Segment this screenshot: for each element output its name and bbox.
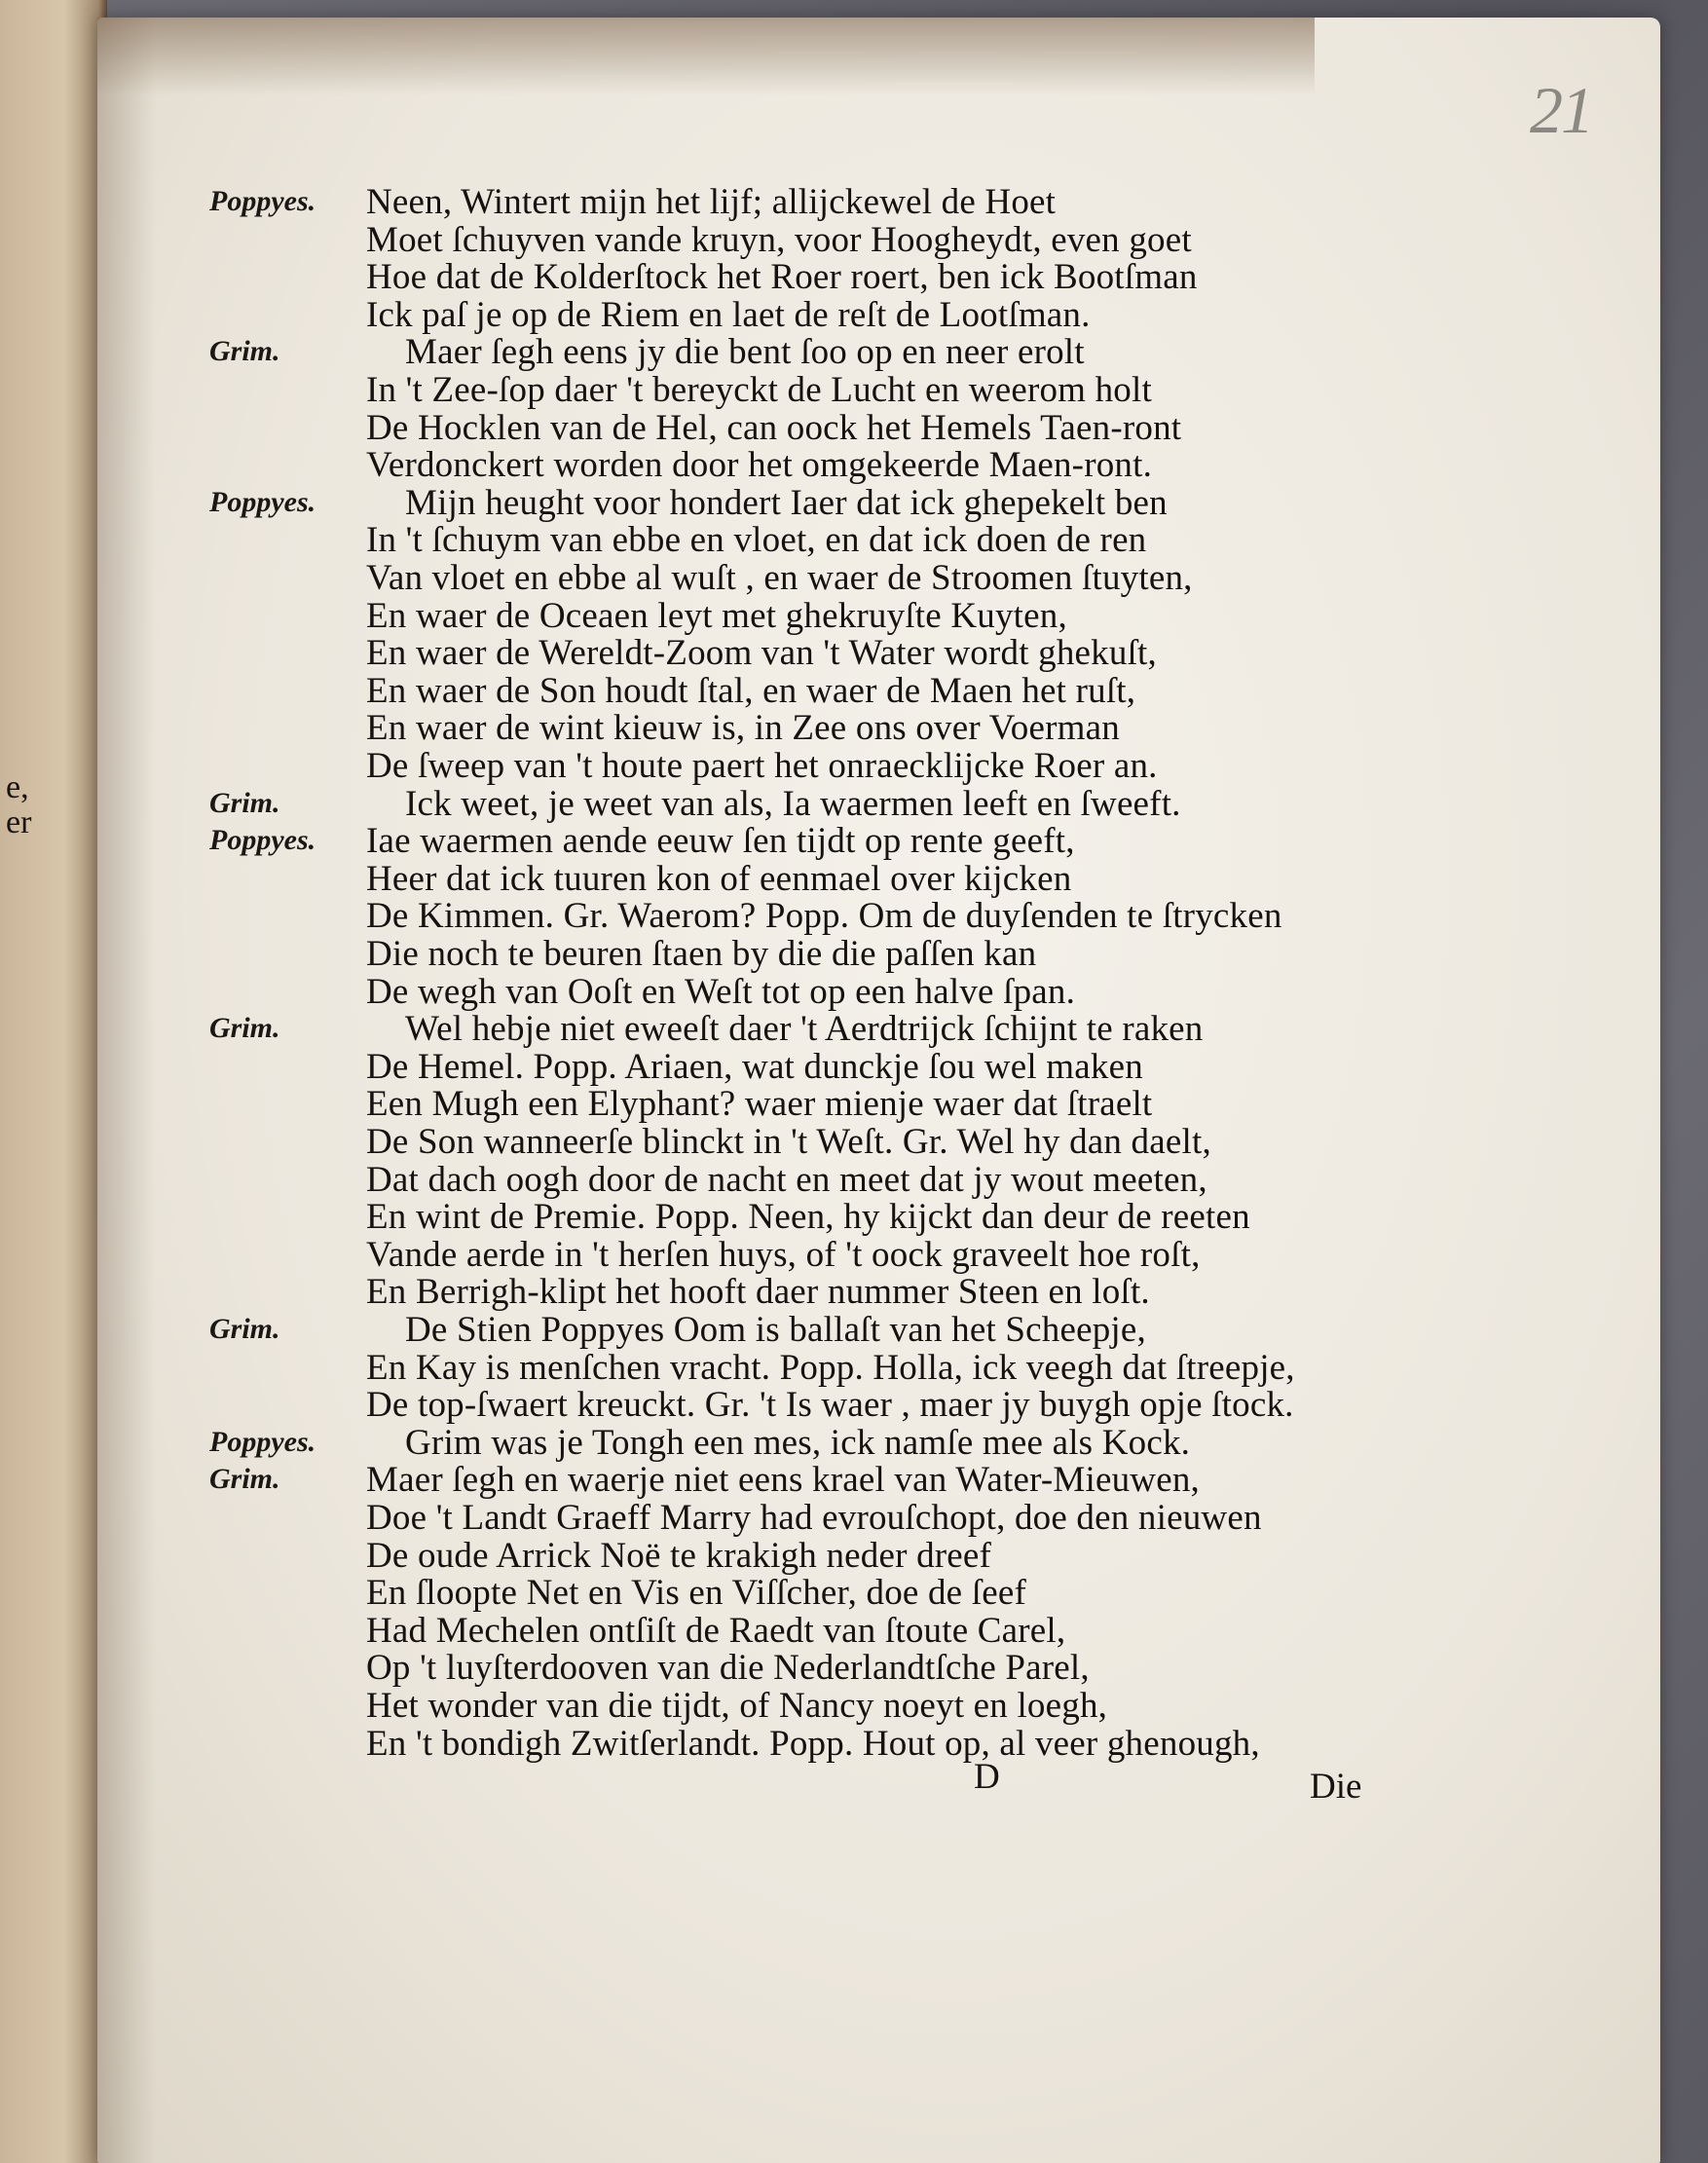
- verse-text: De Stien Poppyes Oom is ballaſt van het Scheepje,: [405, 1310, 1146, 1350]
- verse-text: Dat dach oogh door de nacht en meet dat jy wout meeten,: [366, 1159, 1207, 1200]
- page-stain: [97, 18, 1315, 95]
- speaker-name: Poppyes.: [209, 1425, 316, 1458]
- verse-line: [97, 971, 1558, 1014]
- verse-line: [97, 1271, 1558, 1314]
- verse-line: [97, 557, 1558, 600]
- verse-line: [97, 745, 1558, 788]
- verse-text: De Kimmen. Gr. Waerom? Popp. Om de duyſenden te ſtrycken: [366, 896, 1282, 937]
- verse-line: [97, 1723, 1558, 1766]
- verse-line: [97, 707, 1558, 750]
- verse-line: [97, 632, 1558, 675]
- verse-line: [97, 331, 1558, 374]
- speaker-name: Grim.: [209, 786, 280, 819]
- verse-text: Grim was je Tongh een mes, ick namſe mee als Kock.: [405, 1422, 1191, 1463]
- verse-line: [97, 294, 1558, 337]
- verse-line: [97, 369, 1558, 412]
- speaker-name: Grim.: [209, 1463, 280, 1496]
- verse-text: Op 't luyſterdooven van die Nederlandtſche Parel,: [366, 1648, 1090, 1689]
- verse-line: [97, 820, 1558, 863]
- verse-text: Mijn heught voor hondert Iaer dat ick ghepekelt ben: [405, 482, 1168, 523]
- catchword: Die: [1310, 1767, 1362, 1807]
- verse-text: En Kay is menſchen vracht. Popp. Holla, ick veegh dat ſtreepje,: [366, 1347, 1295, 1388]
- verse-line: [97, 1046, 1558, 1089]
- verse-line: [97, 519, 1558, 562]
- verse-line: [97, 1459, 1558, 1502]
- speaker-name: Poppyes.: [209, 185, 316, 217]
- verse-line: [97, 933, 1558, 976]
- signature-mark: D: [974, 1757, 1000, 1797]
- verse-text: Verdonckert worden door het omgekeerde Maen-ront.: [366, 445, 1153, 486]
- speaker-name: Grim.: [209, 1313, 280, 1345]
- verse-text: De ſweep van 't houte paert het onraecklijcke Roer an.: [366, 746, 1158, 786]
- verse-line: [97, 1384, 1558, 1427]
- verse-line: [97, 256, 1558, 299]
- verse-text: Heer dat ick tuuren kon of eenmael over kijcken: [366, 858, 1072, 899]
- verse-text: En ſloopte Net en Vis en Viſſcher, doe de ſeef: [366, 1573, 1026, 1614]
- verse-text: Een Mugh een Elyphant? waer mienje waer dat ſtraelt: [366, 1084, 1153, 1125]
- verse-text: De oude Arrick Noë te krakigh neder dreef: [366, 1535, 992, 1576]
- verse-text: Doe 't Landt Graeff Marry had evrouſchopt, doe den nieuwen: [366, 1498, 1262, 1538]
- verse-line: [97, 858, 1558, 901]
- verse-text: Maer ſegh en waerje niet eens krael van Water-Mieuwen,: [366, 1460, 1200, 1501]
- verse-text: Had Mechelen ontſiſt de Raedt van ſtoute Carel,: [366, 1610, 1066, 1651]
- verse-text: En waer de Wereldt-Zoom van 't Water wordt ghekuſt,: [366, 633, 1157, 674]
- verse-line: [97, 1647, 1558, 1690]
- verse-text: En waer de Oceaen leyt met ghekruyſte Kuyten,: [366, 595, 1067, 636]
- verse-line: [97, 219, 1558, 262]
- verse-text: In 't Zee-ſop daer 't bereyckt de Lucht en weerom holt: [366, 370, 1152, 410]
- verse-line: [97, 444, 1558, 487]
- verse-line: [97, 783, 1558, 826]
- verse-text: Het wonder van die tijdt, of Nancy noeyt en loegh,: [366, 1686, 1108, 1726]
- verse-line: [97, 895, 1558, 938]
- speaker-name: Poppyes.: [209, 485, 316, 518]
- speaker-name: Grim.: [209, 335, 280, 368]
- verse-line: [97, 1610, 1558, 1653]
- verse-text: De Son wanneerſe blinckt in 't Weſt. Gr. Wel hy dan daelt,: [366, 1122, 1211, 1162]
- verse-text: Van vloet en ebbe al wuſt , en waer de Stroomen ſtuyten,: [366, 558, 1193, 598]
- verse-text: Vande aerde in 't herſen huys, of 't oock graveelt hoe roſt,: [366, 1234, 1201, 1275]
- left-page-fragment: er: [6, 804, 32, 840]
- verse-text: Moet ſchuyven vande kruyn, voor Hoogheydt, even goet: [366, 219, 1192, 260]
- verse-line: [97, 1309, 1558, 1352]
- speaker-name: Grim.: [209, 1012, 280, 1045]
- verse-line: [97, 1497, 1558, 1540]
- verse-text: En waer de Son houdt ſtal, en waer de Maen het ruſt,: [366, 670, 1136, 711]
- verse-line: [97, 1159, 1558, 1202]
- verse-line: [97, 670, 1558, 713]
- verse-text: Die noch te beuren ſtaen by die die paſſen kan: [366, 934, 1037, 974]
- verse-line: [97, 1121, 1558, 1164]
- verse-text: Maer ſegh eens jy die bent ſoo op en neer erolt: [405, 332, 1085, 373]
- verse-text: Wel hebje niet eweeſt daer 't Aerdtrijck ſchijnt te raken: [405, 1009, 1204, 1050]
- verse-line: [97, 1422, 1558, 1465]
- verse-text: Ick weet, je weet van als, Ia waermen leeft en ſweeft.: [405, 783, 1181, 824]
- verse-text: De Hemel. Popp. Ariaen, wat dunckje ſou wel maken: [366, 1046, 1143, 1087]
- book-page: [97, 18, 1660, 2163]
- page-number: 21: [1530, 73, 1592, 147]
- verse-line: [97, 181, 1558, 224]
- verse-text: De top-ſwaert kreuckt. Gr. 't Is waer , maer jy buygh opje ſtock.: [366, 1385, 1294, 1426]
- verse-text: Hoe dat de Kolderſtock het Roer roert, ben ick Bootſman: [366, 257, 1198, 298]
- speaker-name: Poppyes.: [209, 824, 316, 857]
- previous-page-edge: [0, 0, 107, 2163]
- verse-text: En wint de Premie. Popp. Neen, hy kijckt dan deur de reeten: [366, 1197, 1250, 1238]
- verse-line: [97, 1347, 1558, 1390]
- verse-line: [97, 1685, 1558, 1728]
- verse-text: En Berrigh-klipt het hooft daer nummer Steen en loſt.: [366, 1272, 1150, 1313]
- verse-text: Iae waermen aende eeuw ſen tijdt op rente geeft,: [366, 821, 1075, 862]
- verse-line: [97, 1083, 1558, 1126]
- verse-line: [97, 1572, 1558, 1615]
- verse-text: De wegh van Ooſt en Weſt tot op een halve ſpan.: [366, 971, 1076, 1012]
- verse-line: [97, 1196, 1558, 1239]
- verse-text: En waer de wint kieuw is, in Zee ons over Voerman: [366, 708, 1120, 749]
- verse-line: [97, 407, 1558, 450]
- verse-text: En 't bondigh Zwitſerlandt. Popp. Hout op, al veer ghenough,: [366, 1723, 1260, 1764]
- verse-line: [97, 1535, 1558, 1578]
- verse-line: [97, 595, 1558, 638]
- verse-text: Ick paſ je op de Riem en laet de reſt de Lootſman.: [366, 294, 1091, 335]
- verse-text: In 't ſchuym van ebbe en vloet, en dat ick doen de ren: [366, 520, 1147, 561]
- verse-text: De Hocklen van de Hel, can oock het Hemels Taen-ront: [366, 407, 1182, 448]
- verse-line: [97, 482, 1558, 525]
- left-page-fragment: e,: [6, 769, 29, 805]
- verse-text: Neen, Wintert mijn het lijf; allijckewel de Hoet: [366, 182, 1057, 222]
- verse-line: [97, 1234, 1558, 1277]
- verse-line: [97, 1008, 1558, 1051]
